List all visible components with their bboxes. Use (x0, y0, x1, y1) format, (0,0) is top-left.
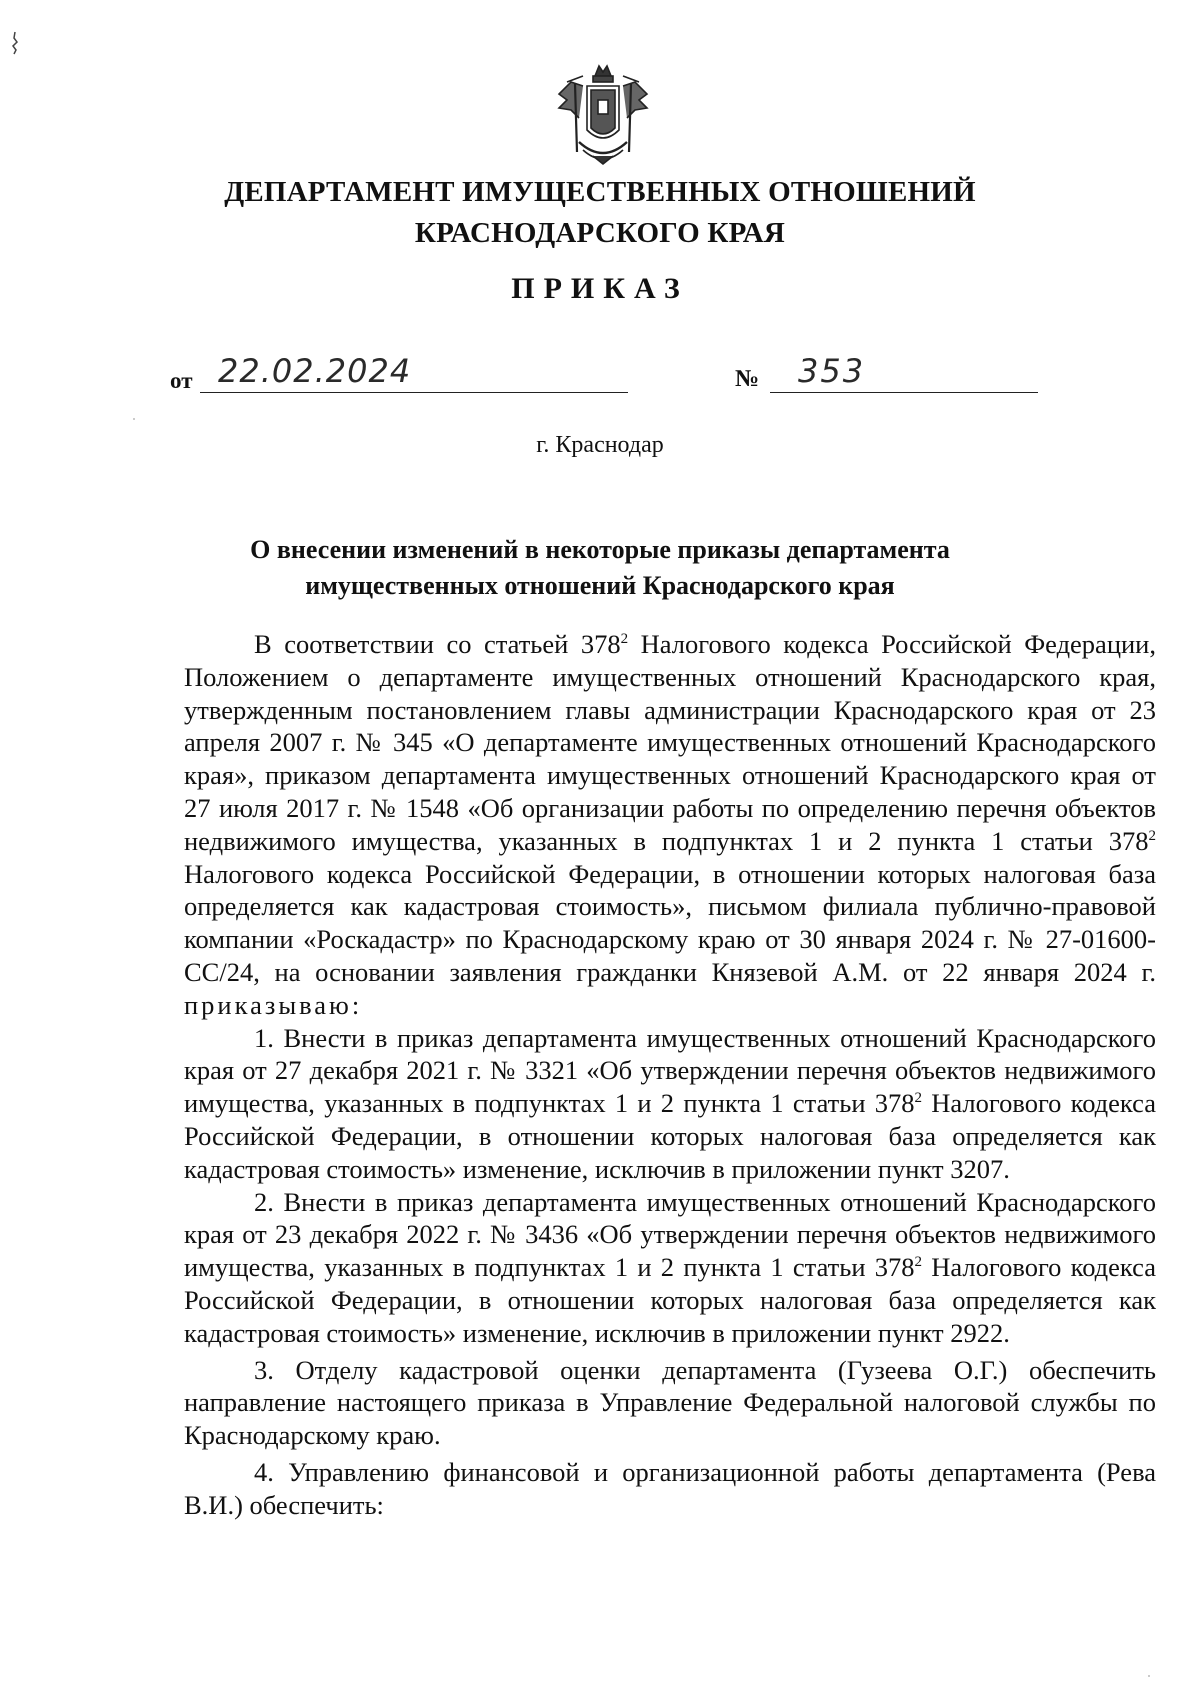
preamble-text-c: Налогового кодекса Российской Федерации, в отношении которых налоговая база определяется как кадастровая стоимость», письмом филиала публично-правовой компании «Роскадастр» по Краснодарскому краю от 30 января 2024 г. № 27-01600-СС/24, на основании заявления гражданки Князевой А.М. от 22 января 2024 г. (184, 858, 1156, 987)
item-1-text-a: 1. Внести в приказ департамента имущественных отношений Краснодарского края от 27 декабря 2021 г. № 3321 «Об утверждении перечня объектов недвижимого имущества, указанных в подпунктах 1 и 2 пункта 1 статьи 378 (184, 1022, 1156, 1119)
item-1-text-b: Налогового кодекса Российской Федерации, в отношении которых налоговая база определяется как кадастровая стоимость» изменение, исключив в приложении пункт 3207. (184, 1088, 1156, 1184)
scan-speck (133, 418, 135, 420)
margin-scribble-mark (8, 30, 22, 56)
document-title-line1: О внесении изменений в некоторые приказы департамента (250, 535, 950, 564)
number-label: № (735, 366, 760, 392)
date-underline (200, 392, 628, 393)
preamble-paragraph (184, 628, 1156, 1022)
item-2-text-a: 2. Внести в приказ департамента имущественных отношений Краснодарского края от 23 декабря 2022 г. № 3436 «Об утверждении перечня объектов недвижимого имущества, указанных в подпунктах 1 и 2 пункта 1 статьи 378 (184, 1186, 1156, 1283)
handwritten-date: 22.02.2024 (218, 352, 412, 390)
document-title (0, 532, 1200, 604)
preamble-text-b: Налогового кодекса Российской Федерации, Положением о департаменте имущественных отношений Краснодарского края, утвержденным постановлением главы администрации Краснодарского края от 23 апреля 2007 г. № 345 «О департаменте имущественных отношений Краснодарского края», приказом департамента имущественных отношений Краснодарского края от 27 июля 2017 г. № 1548 «Об организации работы по определению перечня объектов недвижимого имущества, указанных в подпунктах 1 и 2 пункта 1 статьи 378 (184, 629, 1156, 856)
document-type-heading: ПРИКАЗ (511, 272, 689, 305)
superscript: 2 (1148, 827, 1156, 844)
document-body (184, 628, 1156, 1522)
item-4-paragraph: 4. Управлению финансовой и организационной работы департамента (Рева В.И.) обеспечить: (184, 1456, 1156, 1520)
item-2-text-b: Налогового кодекса Российской Федерации, в отношении которых налоговая база определяется как кадастровая стоимость» изменение, исключив в приложении пункт 2922. (184, 1252, 1156, 1348)
department-name-line2: КРАСНОДАРСКОГО КРАЯ (414, 217, 786, 249)
scan-speck (1148, 1675, 1150, 1677)
superscript: 2 (620, 631, 629, 648)
document-title-line2: имущественных отношений Краснодарского края (305, 571, 895, 600)
coat-of-arms-emblem (553, 60, 653, 170)
date-number-row (170, 352, 1040, 400)
item-3-paragraph: 3. Отделу кадастровой оценки департамента (Гузеева О.Г.) обеспечить направление настоящего приказа в Управление Федеральной налоговой службы по Краснодарскому краю. (184, 1354, 1156, 1451)
department-name-line1: ДЕПАРТАМЕНТ ИМУЩЕСТВЕННЫХ ОТНОШЕНИЙ (224, 176, 976, 208)
superscript: 2 (914, 1090, 923, 1107)
item-1-paragraph (184, 1022, 1156, 1186)
superscript: 2 (914, 1254, 923, 1271)
city-line: г. Краснодар (536, 432, 664, 458)
department-name (0, 172, 1200, 254)
number-underline (770, 392, 1038, 393)
date-label: от (170, 368, 193, 393)
handwritten-number: 353 (798, 352, 866, 390)
preamble-text-a: В соответствии со статьей 378 (254, 629, 621, 659)
order-verb: приказываю: (184, 989, 363, 1020)
item-2-paragraph (184, 1186, 1156, 1350)
